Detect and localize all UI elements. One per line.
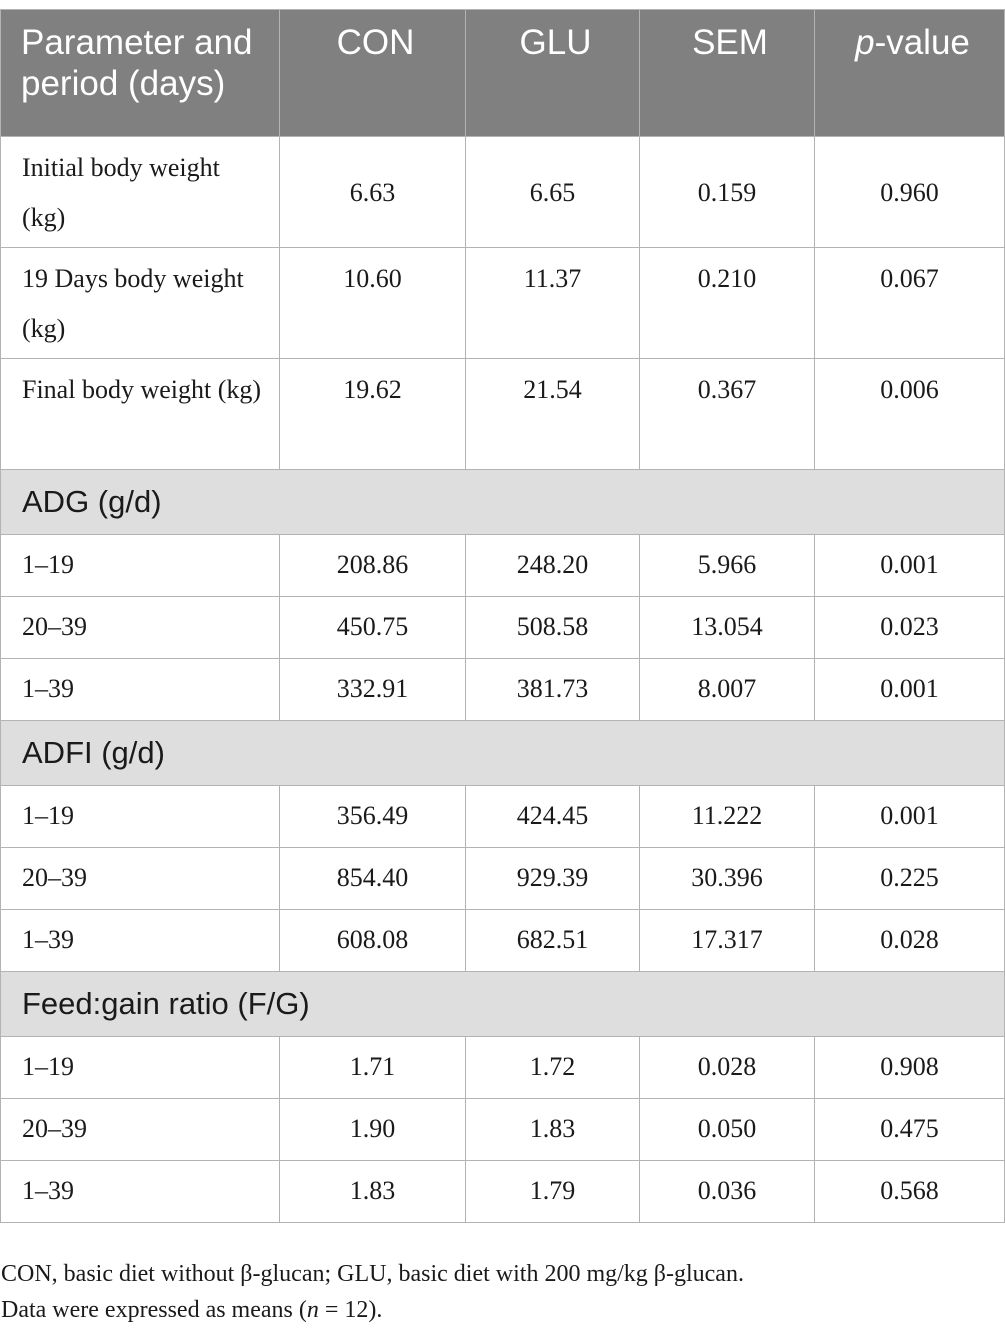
cell-con: 854.40 (280, 848, 466, 910)
cell-p-value: 0.006 (815, 359, 1005, 470)
cell-glu: 248.20 (466, 535, 640, 597)
header-p-rest: -value (874, 23, 970, 62)
row-label: 20–39 (1, 597, 280, 659)
cell-glu: 6.65 (466, 137, 640, 248)
cell-p-value: 0.067 (815, 248, 1005, 359)
row-label: 1–19 (1, 535, 280, 597)
table-row (1, 1161, 1005, 1223)
footnote-means-pre: Data were expressed as means ( (1, 1297, 307, 1323)
table-row (1, 910, 1005, 972)
cell-glu: 1.83 (466, 1099, 640, 1161)
section-header-adfi (1, 721, 1005, 786)
section-header-adg (1, 470, 1005, 535)
cell-con: 19.62 (280, 359, 466, 470)
cell-p-value: 0.001 (815, 786, 1005, 848)
cell-con: 450.75 (280, 597, 466, 659)
cell-con: 1.71 (280, 1037, 466, 1099)
cell-sem: 13.054 (640, 597, 815, 659)
cell-sem: 0.036 (640, 1161, 815, 1223)
section-title: ADG (g/d) (1, 470, 1005, 535)
cell-p-value: 0.908 (815, 1037, 1005, 1099)
cell-sem: 0.210 (640, 248, 815, 359)
row-label: 20–39 (1, 1099, 280, 1161)
cell-sem: 0.159 (640, 137, 815, 248)
section-header-feed-gain (1, 972, 1005, 1037)
section-title: Feed:gain ratio (F/G) (1, 972, 1005, 1037)
cell-p-value: 0.028 (815, 910, 1005, 972)
cell-sem: 0.050 (640, 1099, 815, 1161)
table-footnote (1, 1256, 1001, 1328)
header-sem: SEM (640, 10, 815, 137)
cell-glu: 1.72 (466, 1037, 640, 1099)
table-row (1, 359, 1005, 470)
row-label: 19 Days body weight (kg) (1, 248, 280, 359)
table-row (1, 535, 1005, 597)
cell-glu: 1.79 (466, 1161, 640, 1223)
cell-p-value: 0.001 (815, 659, 1005, 721)
cell-glu: 11.37 (466, 248, 640, 359)
cell-p-value: 0.475 (815, 1099, 1005, 1161)
table-row (1, 1099, 1005, 1161)
header-con: CON (280, 10, 466, 137)
cell-glu: 508.58 (466, 597, 640, 659)
cell-con: 1.90 (280, 1099, 466, 1161)
row-label: Initial body weight (kg) (1, 137, 280, 248)
footnote-means (1, 1292, 1001, 1328)
table-row (1, 786, 1005, 848)
table-row (1, 597, 1005, 659)
header-p-value (815, 10, 1005, 137)
cell-sem: 5.966 (640, 535, 815, 597)
cell-con: 1.83 (280, 1161, 466, 1223)
cell-glu: 682.51 (466, 910, 640, 972)
table-row (1, 248, 1005, 359)
cell-glu: 381.73 (466, 659, 640, 721)
table-row (1, 1037, 1005, 1099)
row-label: 1–39 (1, 1161, 280, 1223)
cell-sem: 8.007 (640, 659, 815, 721)
cell-sem: 0.367 (640, 359, 815, 470)
cell-sem: 30.396 (640, 848, 815, 910)
table-row (1, 137, 1005, 248)
cell-p-value: 0.225 (815, 848, 1005, 910)
growth-performance-table (0, 9, 1005, 1223)
cell-sem: 11.222 (640, 786, 815, 848)
table-header-row (1, 10, 1005, 137)
footnote-means-post: = 12). (318, 1297, 383, 1323)
row-label: Final body weight (kg) (1, 359, 280, 470)
footnote-abbreviations: CON, basic diet without β-glucan; GLU, basic diet with 200 mg/kg β-glucan. (1, 1261, 744, 1287)
row-label: 1–19 (1, 786, 280, 848)
cell-glu: 424.45 (466, 786, 640, 848)
row-label: 1–19 (1, 1037, 280, 1099)
footnote-n: n (306, 1297, 319, 1323)
cell-p-value: 0.001 (815, 535, 1005, 597)
table-row (1, 848, 1005, 910)
header-p-italic: p (855, 23, 875, 62)
row-label: 1–39 (1, 910, 280, 972)
cell-con: 208.86 (280, 535, 466, 597)
table-row (1, 659, 1005, 721)
row-label: 1–39 (1, 659, 280, 721)
header-parameter: Parameter and period (days) (1, 10, 280, 137)
cell-sem: 0.028 (640, 1037, 815, 1099)
cell-con: 608.08 (280, 910, 466, 972)
cell-p-value: 0.023 (815, 597, 1005, 659)
cell-glu: 929.39 (466, 848, 640, 910)
header-glu: GLU (466, 10, 640, 137)
cell-p-value: 0.960 (815, 137, 1005, 248)
row-label: 20–39 (1, 848, 280, 910)
cell-con: 332.91 (280, 659, 466, 721)
section-title: ADFI (g/d) (1, 721, 1005, 786)
cell-con: 10.60 (280, 248, 466, 359)
cell-glu: 21.54 (466, 359, 640, 470)
cell-con: 6.63 (280, 137, 466, 248)
cell-sem: 17.317 (640, 910, 815, 972)
cell-p-value: 0.568 (815, 1161, 1005, 1223)
cell-con: 356.49 (280, 786, 466, 848)
